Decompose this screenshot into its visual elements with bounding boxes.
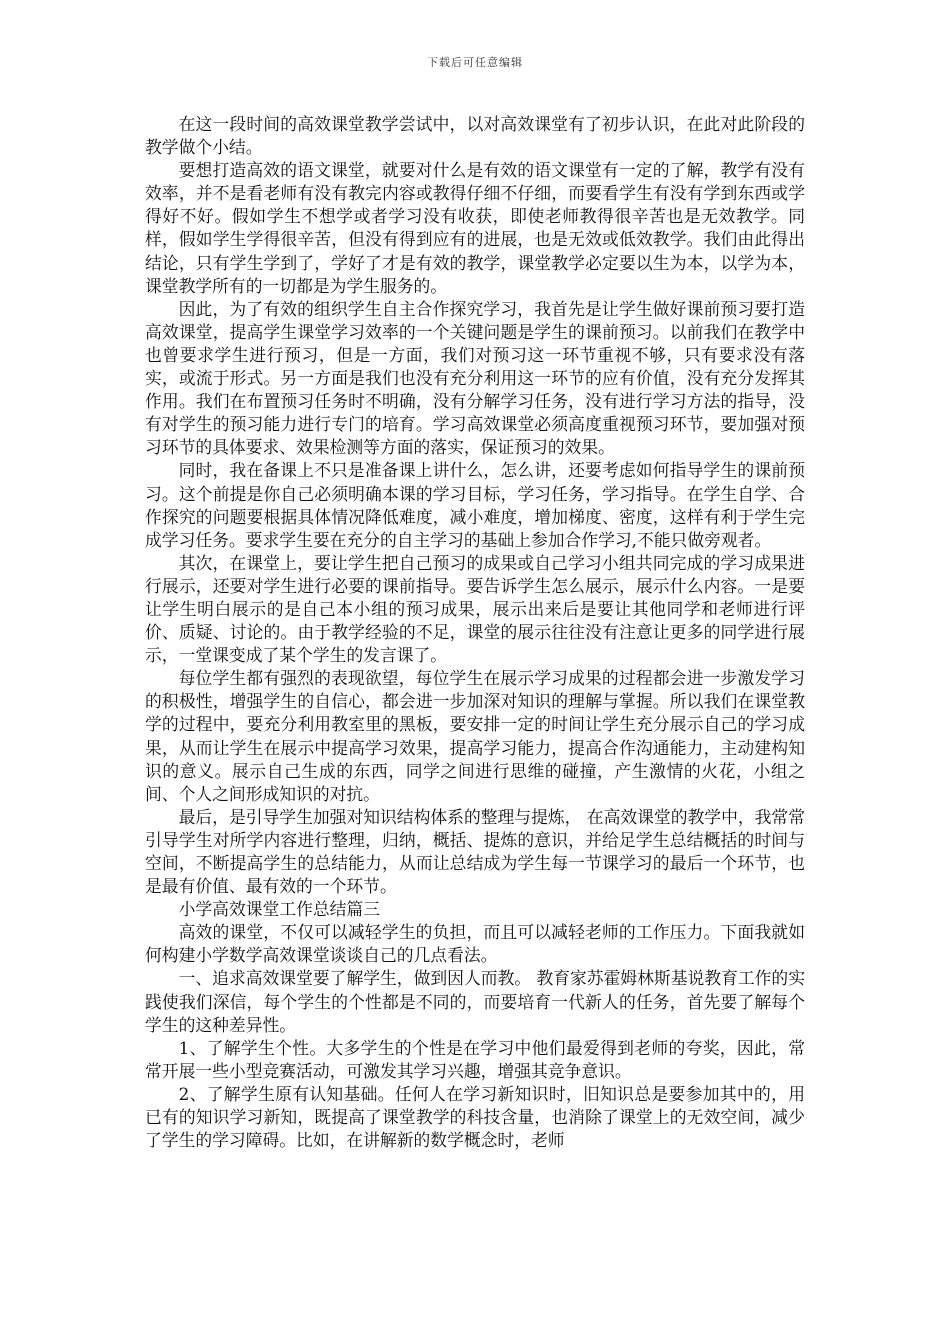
paragraph: 高效的课堂，不仅可以减轻学生的负担，而且可以减轻老师的工作压力。下面我就如何构建小学数学高效课堂谈谈自己的几点看法。 xyxy=(145,922,805,966)
paragraph: 最后，是引导学生加强对知识结构体系的整理与提炼， 在高效课堂的教学中，我常常引导学生对所学内容进行整理，归纳，概括、提炼的意识，并给足学生总结概括的时间与空间，不断提高学生的总结能力，从而让总结成为学生每一节课学习的最后一个环节，也是最有价值、最有效的一个环节。 xyxy=(145,806,805,897)
paragraph: 因此，为了有效的组织学生自主合作探究学习，我首先是让学生做好课前预习要打造高效课堂，提高学生课堂学习效率的一个关键问题是学生的课前预习。以前我们在教学中也曾要求学生进行预习，但是一方面，我们对预习这一环节重视不够，只有要求没有落实，或流于形式。另一方面是我们也没有充分利用这一环节的应有价值，没有充分发挥其作用。我们在布置预习任务时不明确，没有分解学习任务，没有进行学习方法的指导，没有对学生的预习能力进行专门的培育。学习高效课堂必须高度重视预习环节，要加强对预习环节的具体要求、效果检测等方面的落实，保证预习的效果。 xyxy=(145,298,805,458)
document-body xyxy=(145,113,805,1152)
paragraph: 在这一段时间的高效课堂教学尝试中，以对高效课堂有了初步认识，在此对此阶段的教学做个小结。 xyxy=(145,114,805,158)
paragraph: 每位学生都有强烈的表现欲望，每位学生在展示学习成果的过程都会进一步激发学习的积极性，增强学生的自信心，都会进一步加深对知识的理解与掌握。所以我们在课堂教学的过程中，要充分利用教室里的黑板，要安排一定的时间让学生充分展示自己的学习成果，从而让学生在展示中提高学习效果，提高学习能力，提高合作沟通能力，主动建构知识的意义。展示自己生成的东西，同学之间进行思维的碰撞，产生激情的火花，小组之间、个人之间形成知识的对抗。 xyxy=(145,668,805,804)
paragraph: 其次，在课堂上，要让学生把自己预习的成果或自己学习小组共同完成的学习成果进行展示，还要对学生进行必要的课前指导。要告诉学生怎么展示，展示什么内容。一是要让学生明白展示的是自己本小组的预习成果，展示出来后是要让其他同学和老师进行评价、质疑、讨论的。由于教学经验的不足，课堂的展示往往没有注意让更多的同学进行展示，一堂课变成了某个学生的发言课了。 xyxy=(145,552,805,666)
paragraph: 要想打造高效的语文课堂，就要对什么是有效的语文课堂有一定的了解，教学有没有效率，并不是看老师有没有教完内容或教得仔细不仔细，而要看学生有没有学到东西或学得好不好。假如学生不想学或者学习没有收获，即使老师教得很辛苦也是无效教学。同样，假如学生学得很辛苦，但没有得到应有的进展，也是无效或低效教学。我们由此得出结论，只有学生学到了，学好了才是有效的教学，课堂教学必定要以生为本，以学为本，课堂教学所有的一切都是为学生服务的。 xyxy=(145,160,805,296)
paragraph: 1、了解学生个性。大多学生的个性是在学习中他们最爱得到老师的夸奖，因此，常常开展一些小型竞赛活动，可激发其学习兴趣，增强其竞争意识。 xyxy=(145,1037,805,1081)
paragraph: 2、了解学生原有认知基础。任何人在学习新知识时，旧知识总是要参加其中的，用已有的知识学习新知，既提高了课堂教学的科技含量，也消除了课堂上的无效空间，减少了学生的学习障碍。比如，在讲解新的数学概念时，老师 xyxy=(145,1083,805,1151)
paragraph: 一、追求高效课堂要了解学生，做到因人而教。 教育家苏霍姆林斯基说教育工作的实践使我们深信，每个学生的个性都是不同的，而要培育一代新人的任务，首先要了解每个学生的这种差异性。 xyxy=(145,968,805,1035)
page-header: 下载后可任意编辑 xyxy=(427,56,523,69)
section-heading: 小学高效课堂工作总结篇三 xyxy=(178,899,380,920)
paragraph: 同时，我在备课上不只是准备课上讲什么，怎么讲，还要考虑如何指导学生的课前预习。这个前提是你自己必须明确本课的学习目标，学习任务，学习指导。在学生自学、合作探究的问题要根据具体情况降低难度，减小难度，增加梯度、密度，这样有利于学生完成学习任务。要求学生要在充分的自主学习的基础上参加合作学习,不能只做旁观者。 xyxy=(145,460,805,550)
